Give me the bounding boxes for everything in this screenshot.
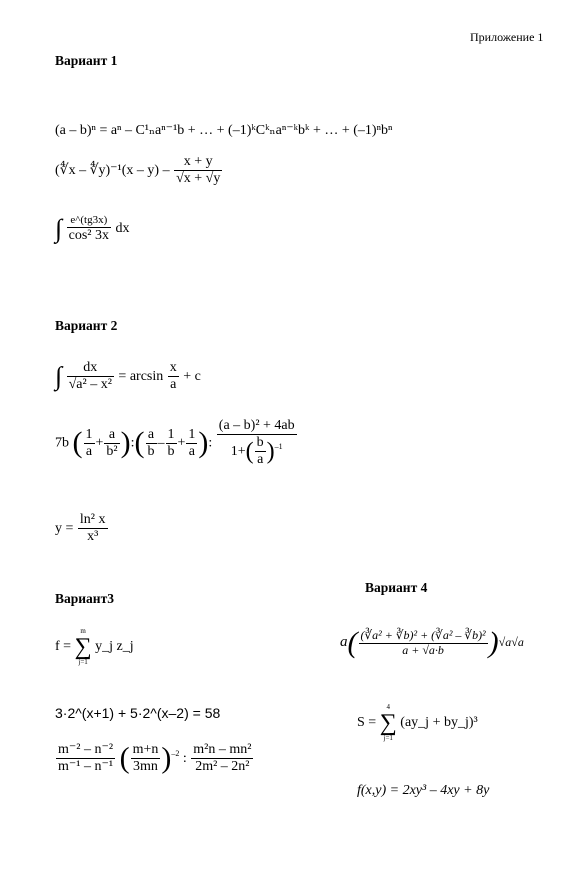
v2-frac3-den: b bbox=[147, 443, 155, 459]
v2-integral-num: dx bbox=[83, 360, 98, 375]
v3-frac1-num: m⁻² – n⁻² bbox=[58, 742, 114, 757]
v2-big-den-num: b bbox=[256, 435, 264, 451]
v4-sum bbox=[357, 704, 478, 742]
v2-arcsin-fraction bbox=[168, 360, 179, 393]
v3-colon: : bbox=[182, 750, 187, 766]
v2-frac3-num: a bbox=[147, 426, 155, 442]
v1-integral-den: cos² 3x bbox=[68, 227, 109, 243]
sigma-icon: 4 ∑ j=1 bbox=[379, 703, 397, 742]
v3-sum-body: y_j z_j bbox=[95, 639, 134, 655]
v2-log-expression bbox=[55, 512, 109, 545]
v4-lead: a bbox=[340, 633, 348, 650]
v2-frac2-den: b² bbox=[106, 443, 118, 459]
v1-integral-fraction bbox=[67, 214, 111, 244]
v3-paren-den: 3mn bbox=[131, 758, 161, 775]
v2-frac1-den: a bbox=[84, 443, 95, 460]
v1-radical-den: √x + √y bbox=[176, 171, 221, 187]
integral-sign: ∫ bbox=[55, 213, 63, 243]
v3-paren-exp: –2 bbox=[171, 749, 180, 759]
v1-radical-num: x + y bbox=[183, 154, 213, 169]
v4-sum-lhs: S = bbox=[357, 715, 377, 731]
integral-sign: ∫ bbox=[55, 361, 63, 391]
v1-integral bbox=[55, 214, 129, 244]
variant-1-title: Вариант 1 bbox=[55, 53, 118, 68]
v1-integral-num: e^(tg3x) bbox=[70, 214, 108, 226]
v2-log-den: x³ bbox=[78, 528, 108, 545]
v3-frac2-den: 2m² – 2n² bbox=[191, 758, 253, 775]
v1-integral-dx: dx bbox=[115, 221, 130, 237]
v2-big-den-exp: –1 bbox=[274, 442, 283, 452]
v1-radical-left: (∜x – ∜y)⁻¹(x – y) – bbox=[55, 162, 170, 178]
v2-fraction-expression: 7b ( $\frac{1}{a}$ + $\frac{a}{\text{b²}}$ ):( $\frac{a}{b}$ – $\frac{1}{b}$ + $\frac{1}{a}$ ): (a – b)² + 4ab 1+( $\frac{b}{a}$ )$^{-1}$ bbox=[55, 418, 295, 468]
v2-big-num: (a – b)² + 4ab bbox=[218, 418, 295, 433]
v4-tail: √a√a bbox=[498, 634, 524, 649]
v2-log-num: ln² x bbox=[79, 512, 106, 527]
variant-2-title: Вариант 2 bbox=[55, 318, 118, 333]
v2-arcsin-den: a bbox=[168, 376, 179, 393]
v2-lead: 7b bbox=[55, 435, 69, 451]
v3-sum-upper: m bbox=[80, 627, 86, 635]
v1-binomial-formula: (a – b)ⁿ = aⁿ – C¹ₙaⁿ⁻¹b + … + (–1)ᵏCᵏₙaⁿ⁻ᵏbᵏ + … + (–1)ⁿbⁿ bbox=[55, 123, 393, 138]
v4-den: a + √a·b bbox=[359, 643, 488, 658]
v3-paren-num: m+n bbox=[132, 742, 159, 757]
v4-radical-expression: a( $\frac{\text{(∛a² + ∛b)² + (∛a² – ∛b)²}}{a + √a\cdot b}$ )√a√a bbox=[340, 626, 524, 659]
v4-function: f(x,y) = 2xy³ – 4xy + 8y bbox=[357, 783, 490, 798]
v2-big-den-lead: 1+ bbox=[230, 443, 246, 459]
v2-frac4-den: b bbox=[167, 443, 175, 459]
v3-exponential-equation: 3·2^(x+1) + 5·2^(x–2) = 58 bbox=[55, 705, 221, 721]
v4-sum-body: (ay_j + by_j)³ bbox=[400, 715, 478, 731]
variant-4-title: Вариант 4 bbox=[365, 580, 428, 595]
v3-sum-lower: j=1 bbox=[78, 658, 88, 666]
v4-num: (∛a² + ∛b)² + (∛a² – ∛b)² bbox=[360, 627, 486, 642]
v3-fraction-expression: $\frac{\text{m⁻² – n⁻²}}{\text{m⁻¹ – n⁻¹}}$ ( $\frac{m+n}{3mn}$ )$^{-2}$ : $\frac{\text{m²n – mn²}}{\text{2m² – 2n²}}$ bbox=[58, 741, 252, 775]
v2-integral-rhs: = arcsin bbox=[118, 368, 164, 384]
v4-sum-upper: 4 bbox=[386, 703, 390, 711]
v2-frac1-num: 1 bbox=[85, 426, 93, 442]
v2-big-fraction bbox=[217, 418, 297, 468]
v1-radical-fraction bbox=[174, 154, 222, 187]
v2-frac5-num: 1 bbox=[188, 426, 196, 442]
v2-log-fraction bbox=[78, 512, 108, 545]
sigma-icon: m ∑ j=1 bbox=[74, 627, 92, 666]
v4-sum-lower: j=1 bbox=[383, 734, 393, 742]
v2-integral-den: √a² – x² bbox=[68, 377, 112, 393]
v2-log-lhs: y = bbox=[55, 520, 74, 536]
v1-radical-expression bbox=[55, 154, 223, 187]
variant-3-title: Вариант3 bbox=[55, 591, 114, 606]
v2-integral bbox=[55, 360, 201, 393]
v3-frac1-den: m⁻¹ – n⁻¹ bbox=[58, 759, 114, 775]
appendix-label: Приложение 1 bbox=[470, 30, 544, 44]
v2-big-den: 1+( $\frac{b}{a}$ )$^{-1}$ bbox=[217, 434, 297, 468]
v2-integral-constant: + c bbox=[183, 368, 201, 384]
v2-arcsin-num: x bbox=[169, 360, 177, 375]
v2-frac2-num: a bbox=[108, 426, 116, 442]
v3-sum-lhs: f = bbox=[55, 639, 72, 655]
v3-sum bbox=[55, 628, 134, 666]
v2-frac5-den: a bbox=[186, 443, 197, 460]
v3-frac2-num: m²n – mn² bbox=[193, 742, 252, 757]
v2-frac4-num: 1 bbox=[167, 426, 175, 442]
v2-big-den-den: a bbox=[255, 451, 266, 468]
v2-integral-fraction bbox=[67, 360, 114, 393]
